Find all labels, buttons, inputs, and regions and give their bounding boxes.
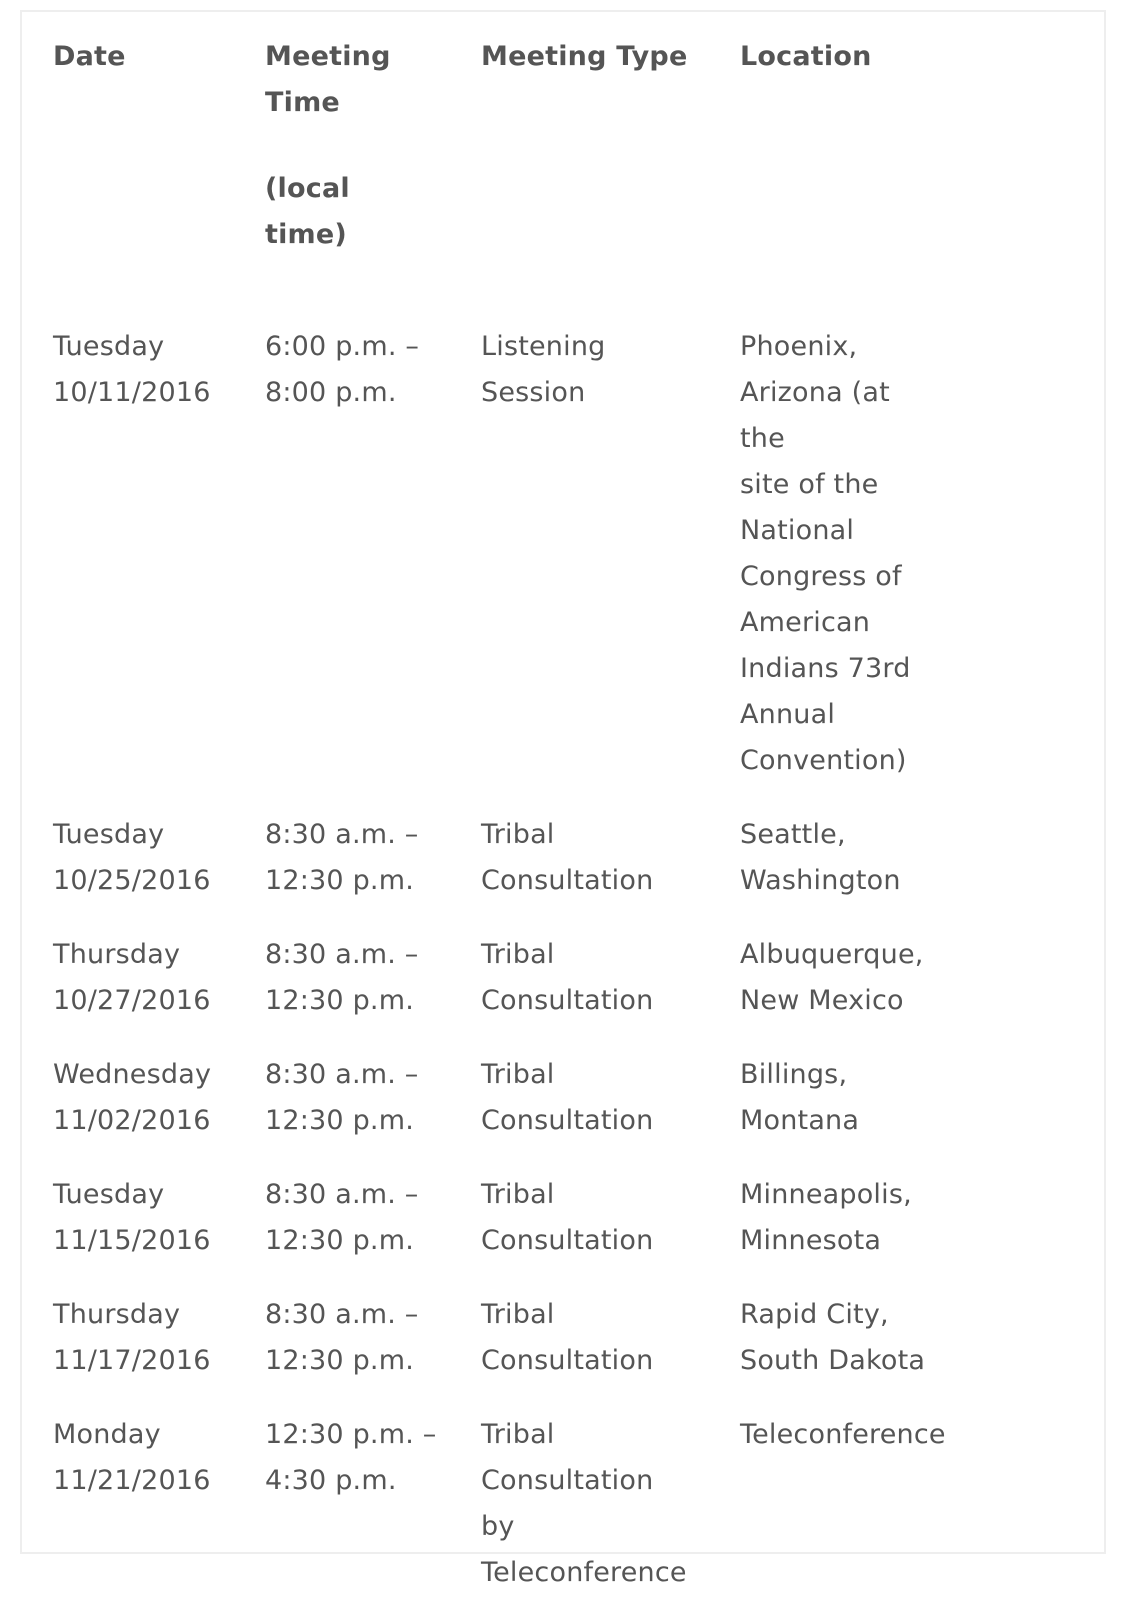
time-start: 12:30 p.m. – [265,1419,437,1450]
cell-date [53,1172,265,1264]
location-line: Teleconference [740,1419,946,1450]
date-value: 10/25/2016 [53,865,211,896]
date-value: 10/27/2016 [53,985,211,1016]
date-value: 11/02/2016 [53,1105,211,1136]
type-line: Tribal [481,1059,555,1090]
type-line: Tribal [481,1179,555,1210]
header-location [740,34,960,80]
location-line: South Dakota [740,1345,926,1376]
date-value: 11/17/2016 [53,1345,211,1376]
header-time-line2: Time [265,87,340,118]
location-line: New Mexico [740,985,904,1016]
cell-meeting-type [481,1292,740,1384]
table-row [53,1052,1053,1144]
header-time-line3: (local [265,173,350,204]
time-end: 12:30 p.m. [265,865,414,896]
header-time-line1: Meeting [265,41,391,72]
cell-meeting-time [265,1412,481,1504]
table-header-row [53,34,1053,324]
meeting-schedule-table [53,34,1053,1624]
type-line: Consultation [481,1465,654,1496]
table-row [53,1412,1053,1596]
time-start: 8:30 a.m. – [265,1299,419,1330]
cell-date [53,324,265,416]
header-type-label: Meeting Type [481,41,688,72]
location-line: Indians 73rd [740,653,911,684]
time-start: 8:30 a.m. – [265,1059,419,1090]
time-start: 8:30 a.m. – [265,939,419,970]
cell-location [740,324,960,784]
date-day: Thursday [53,939,181,970]
cell-meeting-type [481,812,740,904]
time-start: 8:30 a.m. – [265,1179,419,1210]
type-line: Tribal [481,939,555,970]
cell-meeting-type [481,1412,740,1596]
date-value: 10/11/2016 [53,377,211,408]
cell-date [53,1412,265,1504]
header-meeting-time [265,34,481,258]
location-line: Albuquerque, [740,939,924,970]
type-line: Consultation [481,985,654,1016]
cell-location [740,812,960,904]
cell-meeting-time [265,932,481,1024]
location-line: Billings, [740,1059,848,1090]
date-day: Wednesday [53,1059,212,1090]
table-row [53,324,1053,784]
cell-meeting-type [481,1052,740,1144]
type-line: Session [481,377,586,408]
date-day: Tuesday [53,1179,165,1210]
location-line: Arizona (at the [740,377,890,454]
cell-meeting-time [265,324,481,416]
cell-meeting-time [265,1052,481,1144]
header-meeting-type [481,34,740,80]
date-value: 11/21/2016 [53,1465,211,1496]
date-day: Monday [53,1419,161,1450]
table-body [53,324,1053,1596]
type-line: Consultation [481,1105,654,1136]
type-line: Consultation [481,865,654,896]
location-line: Rapid City, [740,1299,889,1330]
type-line: Tribal [481,1299,555,1330]
time-end: 4:30 p.m. [265,1465,397,1496]
location-line: Minnesota [740,1225,882,1256]
header-date [53,34,265,80]
location-line: American [740,607,871,638]
cell-date [53,1052,265,1144]
type-line: by [481,1511,515,1542]
table-row [53,1292,1053,1384]
location-line: Washington [740,865,901,896]
cell-meeting-type [481,932,740,1024]
date-value: 11/15/2016 [53,1225,211,1256]
cell-location [740,932,960,1024]
type-line: Consultation [481,1225,654,1256]
time-end: 12:30 p.m. [265,985,414,1016]
type-line: Tribal [481,819,555,850]
location-line: Minneapolis, [740,1179,912,1210]
location-line: Convention) [740,745,907,776]
date-day: Tuesday [53,331,165,362]
date-day: Tuesday [53,819,165,850]
table-row [53,1172,1053,1264]
cell-meeting-time [265,812,481,904]
cell-meeting-time [265,1172,481,1264]
time-start: 8:30 a.m. – [265,819,419,850]
type-line: Listening [481,331,606,362]
cell-date [53,1292,265,1384]
time-end: 12:30 p.m. [265,1345,414,1376]
location-line: National [740,515,855,546]
header-location-label: Location [740,41,872,72]
cell-location [740,1292,960,1384]
table-row [53,812,1053,904]
cell-meeting-time [265,1292,481,1384]
cell-location [740,1412,960,1458]
time-end: 8:00 p.m. [265,377,397,408]
cell-date [53,932,265,1024]
location-line: Montana [740,1105,860,1136]
table-row [53,932,1053,1024]
type-line: Teleconference [481,1557,687,1588]
type-line: Tribal [481,1419,555,1450]
location-line: Seattle, [740,819,846,850]
cell-location [740,1172,960,1264]
cell-meeting-type [481,324,740,416]
time-start: 6:00 p.m. – [265,331,420,362]
location-line: Congress of [740,561,902,592]
time-end: 12:30 p.m. [265,1105,414,1136]
date-day: Thursday [53,1299,181,1330]
header-date-label: Date [53,41,126,72]
header-time-line4: time) [265,219,347,250]
location-line: site of the [740,469,879,500]
cell-meeting-type [481,1172,740,1264]
location-line: Annual [740,699,836,730]
type-line: Consultation [481,1345,654,1376]
cell-location [740,1052,960,1144]
location-line: Phoenix, [740,331,858,362]
cell-date [53,812,265,904]
table-frame [20,10,1106,1588]
time-end: 12:30 p.m. [265,1225,414,1256]
